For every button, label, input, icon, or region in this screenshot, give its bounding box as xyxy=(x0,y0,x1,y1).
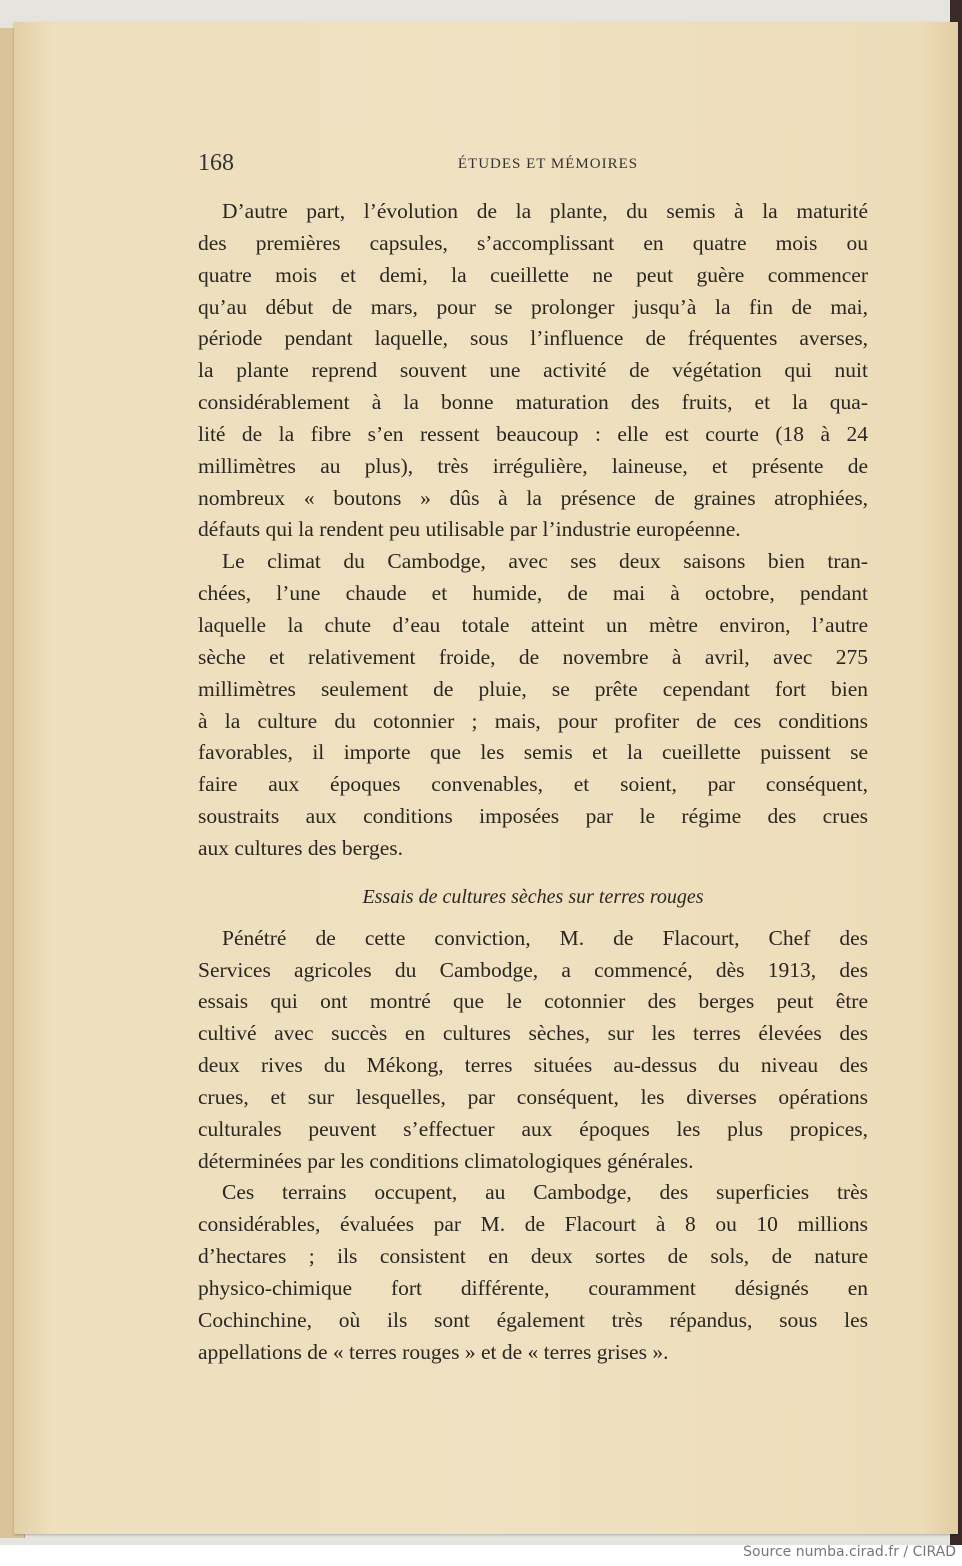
paragraph xyxy=(198,1177,868,1368)
text-line: favorables, il importe que les semis et la cueillette puissent se xyxy=(198,740,868,765)
text-line: des premières capsules, s’accomplissant en quatre mois ou xyxy=(198,230,868,255)
text-line: aux cultures des berges. xyxy=(198,835,403,860)
text-line: lité de la fibre s’en ressent beaucoup : elle est courte (18 à 24 xyxy=(198,421,868,446)
text-line: culturales peuvent s’effectuer aux époques les plus propices, xyxy=(198,1116,868,1141)
text-line: déterminées par les conditions climatologiques générales. xyxy=(198,1148,694,1173)
text-line: appellations de « terres rouges » et de « terres grises ». xyxy=(198,1339,669,1364)
paragraph xyxy=(198,923,868,1178)
text-line: Pénétré de cette conviction, M. de Flacourt, Chef des xyxy=(222,925,868,950)
text-line: considérables, évaluées par M. de Flacourt à 8 ou 10 millions xyxy=(198,1212,868,1237)
text-line: nombreux « boutons » dûs à la présence de graines atrophiées, xyxy=(198,485,868,510)
text-line: qu’au début de mars, pour se prolonger jusqu’à la fin de mai, xyxy=(198,294,868,319)
text-line: Cochinchine, où ils sont également très répandus, sous les xyxy=(198,1307,868,1332)
text-line: millimètres au plus), très irrégulière, laineuse, et présente de xyxy=(198,453,868,478)
text-line: deux rives du Mékong, terres situées au-dessus du niveau des xyxy=(198,1053,868,1078)
text-line: crues, et sur lesquelles, par conséquent, les diverses opérations xyxy=(198,1084,868,1109)
text-line: considérablement à la bonne maturation des fruits, et la qua- xyxy=(198,390,868,415)
text-line: millimètres seulement de pluie, se prête cependant fort bien xyxy=(198,676,868,701)
text-line: faire aux époques convenables, et soient, par conséquent, xyxy=(198,772,868,797)
text-line: D’autre part, l’évolution de la plante, du semis à la maturité xyxy=(222,199,868,223)
paragraph xyxy=(198,196,868,546)
paragraph xyxy=(198,546,868,864)
text-line: physico-chimique fort différente, couramment désignés en xyxy=(198,1276,868,1300)
text-line: Services agricoles du Cambodge, a commencé, dès 1913, des xyxy=(198,957,868,982)
text-line: Ces terrains occupent, au Cambodge, des superficies très xyxy=(222,1180,868,1205)
text-line: Le climat du Cambodge, avec ses deux saisons bien tran- xyxy=(222,549,868,574)
text-line: cultivé avec succès en cultures sèches, sur les terres élevées des xyxy=(198,1021,868,1046)
text-line: sèche et relativement froide, de novembre à avril, avec 275 xyxy=(198,644,868,669)
text-line: la plante reprend souvent une activité de végétation qui nuit xyxy=(198,358,868,383)
text-line: d’hectares ; ils consistent en deux sortes de sols, de nature xyxy=(198,1244,868,1269)
section-heading: Essais de cultures sèches sur terres rouges xyxy=(362,885,704,908)
text-line: période pendant laquelle, sous l’influence de fréquentes averses, xyxy=(198,326,868,351)
text-line: quatre mois et demi, la cueillette ne peut guère commencer xyxy=(198,262,868,287)
text-line: chées, l’une chaude et humide, de mai à octobre, pendant xyxy=(198,581,868,606)
text-line: laquelle la chute d’eau totale atteint un mètre environ, l’autre xyxy=(198,612,868,637)
running-title: ÉTUDES ET MÉMOIRES xyxy=(457,156,639,172)
text-line: essais qui ont montré que le cotonnier des berges peut être xyxy=(198,989,868,1014)
text-line: défauts qui la rendent peu utilisable par l’industrie européenne. xyxy=(198,517,741,542)
page-header xyxy=(198,150,868,180)
source-credit: Source numba.cirad.fr / CIRAD xyxy=(743,1544,956,1560)
text-line: soustraits aux conditions imposées par le régime des crues xyxy=(198,804,868,829)
page-number: 168 xyxy=(198,150,234,176)
text-line: à la culture du cotonnier ; mais, pour profiter de ces conditions xyxy=(198,708,868,733)
page-body xyxy=(198,196,868,1369)
